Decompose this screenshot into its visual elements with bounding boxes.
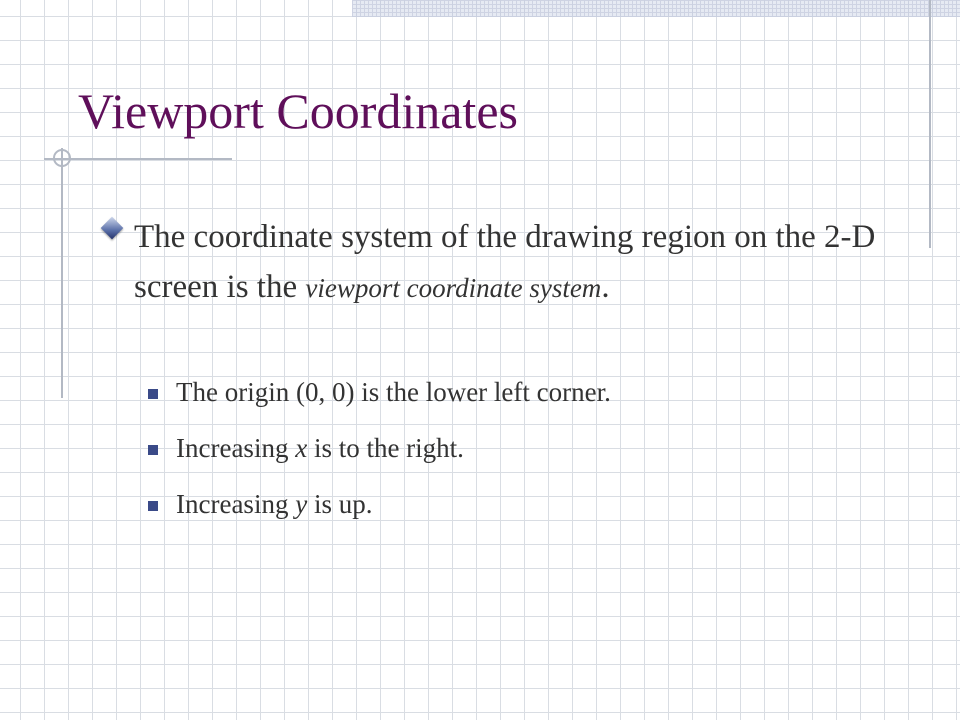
sub-bullet-text-end: is up. — [307, 489, 373, 519]
sub-bullet-text: The origin (0, 0) is the lower left corner. — [176, 377, 611, 407]
main-bullet-text — [134, 212, 894, 313]
decorative-horizontal-line — [44, 158, 232, 160]
decorative-vertical-line-left — [61, 148, 63, 398]
slide-title: Viewport Coordinates — [78, 83, 518, 139]
circle-crosshair-icon — [53, 149, 71, 167]
sub-bullet-text-end: is to the right. — [307, 433, 464, 463]
main-bullet-text-emphasis: viewport coordinate system — [305, 273, 602, 303]
sub-bullet-text-plain: Increasing — [176, 489, 296, 519]
main-bullet-text-end: . — [601, 269, 610, 305]
sub-bullet-text-plain: Increasing — [176, 433, 296, 463]
sub-bullet-text-emphasis: x — [295, 433, 308, 463]
top-decorative-band — [352, 0, 960, 17]
sub-bullet-text — [176, 484, 372, 524]
main-bullet-text-plain: The coordinate system of the drawing region on the 2-D screen is the — [134, 219, 876, 305]
sub-bullet-text-emphasis: y — [295, 489, 308, 519]
diamond-bullet-icon — [101, 217, 124, 240]
decorative-vertical-line-right — [929, 0, 931, 248]
square-bullet-icon — [148, 389, 158, 399]
square-bullet-icon — [148, 501, 158, 511]
square-bullet-icon — [148, 445, 158, 455]
sub-bullet-text — [176, 428, 464, 468]
